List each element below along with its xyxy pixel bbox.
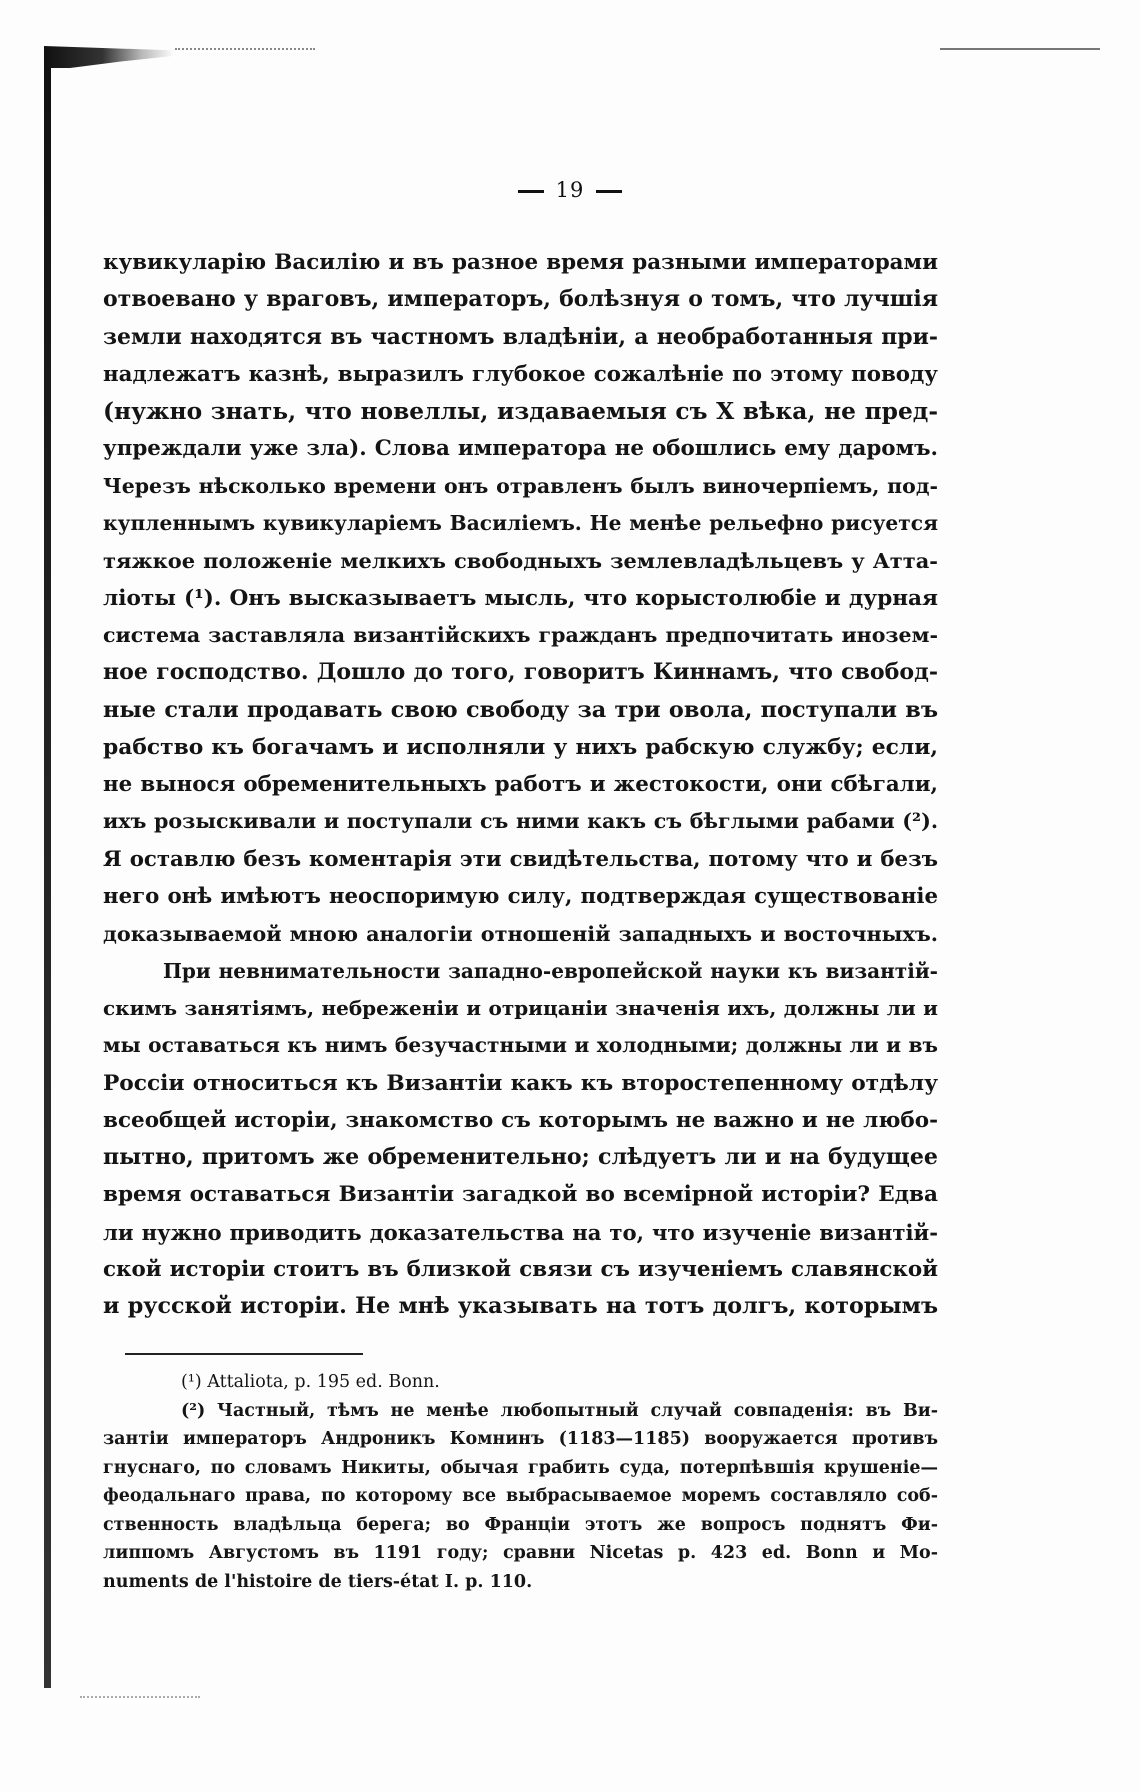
text-line: (нужно знать, что новеллы, издаваемыя съ X вѣка, не пред- bbox=[103, 398, 938, 426]
text-line: него онѣ имѣютъ неоспоримую силу, подтверждая существованіе bbox=[103, 884, 938, 910]
text-line: пытно, притомъ же обременительно; слѣдуетъ ли и на будущее bbox=[103, 1144, 938, 1171]
text-line: отвоевано у враговъ, императоръ, болѣзнуя о томъ, что лучшія bbox=[103, 286, 938, 313]
text-line: ли нужно приводить доказательства на то, что изученіе византій- bbox=[103, 1219, 938, 1245]
text-line: скимъ занятіямъ, небреженіи и отрицаніи значенія ихъ, должны ли и bbox=[103, 995, 938, 1020]
footnote-2-line: (²) Частный, тѣмъ не менѣе любопытный случай совпаденія: въ Ви- bbox=[181, 1400, 938, 1421]
footnote-divider bbox=[125, 1353, 363, 1355]
footnotes bbox=[103, 1368, 938, 1596]
text-line: система заставляла византійскихъ гражданъ предпочитать инозем- bbox=[103, 622, 938, 647]
text-line: время оставаться Византіи загадкой во всемірной исторіи? Едва bbox=[103, 1182, 938, 1208]
scan-top-rule bbox=[940, 48, 1100, 50]
footnote-2-line: феодальнаго права, по которому все выбрасываемое моремъ составляло соб- bbox=[103, 1486, 938, 1506]
text-line: надлежатъ казнѣ, выразилъ глубокое сожалѣніе по этому поводу bbox=[103, 361, 938, 387]
dash-right bbox=[596, 190, 622, 193]
footnote-2-line: зантіи императоръ Андроникъ Комнинъ (1183—1185) вооружается противъ bbox=[103, 1429, 938, 1449]
text-line: тяжкое положеніе мелкихъ свободныхъ землевладѣльцевъ у Атта- bbox=[103, 548, 938, 574]
text-line: ской исторіи стоитъ въ близкой связи съ изученіемъ славянской bbox=[103, 1257, 938, 1283]
text-line: ные стали продавать свою свободу за три овола, поступали въ bbox=[103, 696, 938, 723]
text-line: земли находятся въ частномъ владѣніи, а необработанныя при- bbox=[103, 323, 938, 350]
footnote-2-line: гнуснаго, по словамъ Никиты, обычая грабить суда, потерпѣвшія крушеніе— bbox=[103, 1457, 938, 1478]
text-line: рабство къ богачамъ и исполняли у нихъ рабскую службу; если, bbox=[103, 734, 938, 760]
page-number-value: 19 bbox=[555, 178, 585, 202]
text-line: купленнымъ кувикуларіемъ Василіемъ. Не менѣе рельефно рисуется bbox=[103, 511, 938, 536]
text-line: Россіи относиться къ Византіи какъ къ второстепенному отдѣлу bbox=[103, 1070, 938, 1096]
page-number bbox=[0, 178, 1140, 202]
footnote-2-line: numents de l'histoire de tiers-état I. p. 110. bbox=[103, 1571, 533, 1592]
text-line: Черезъ нѣсколько времени онъ отравленъ былъ виночерпіемъ, под- bbox=[103, 473, 938, 498]
text-line: При невнимательности западно-европейской науки къ византій- bbox=[163, 958, 938, 983]
text-line: всеобщей исторіи, знакомство съ которымъ не важно и не любо- bbox=[103, 1107, 938, 1133]
main-text bbox=[103, 244, 938, 1326]
text-line: упреждали уже зла). Слова императора не обошлись ему даромъ. bbox=[103, 436, 938, 462]
text-line: ліоты (¹). Онъ высказываетъ мысль, что корыстолюбіе и дурная bbox=[103, 585, 938, 611]
text-line: ное господство. Дошло до того, говоритъ Киннамъ, что свобод- bbox=[103, 659, 938, 686]
scan-corner-mark bbox=[44, 46, 174, 68]
footnote-1: (¹) Attaliota, p. 195 ed. Bonn. bbox=[181, 1372, 440, 1392]
text-line: Я оставлю безъ коментарія эти свидѣтельства, потому что и безъ bbox=[103, 846, 938, 872]
text-line: и русской исторіи. Не мнѣ указывать на тотъ долгъ, которымъ bbox=[103, 1293, 938, 1320]
scan-binding-edge bbox=[44, 48, 51, 1688]
text-line: ихъ розыскивали и поступали съ ними какъ съ бѣглыми рабами (²). bbox=[103, 809, 938, 834]
text-line: не вынося обременительныхъ работъ и жестокости, они сбѣгали, bbox=[103, 772, 938, 798]
dash-left bbox=[518, 190, 544, 193]
footnote-2-line: липпомъ Августомъ въ 1191 году; сравни Nicetas p. 423 ed. Bonn и Mo- bbox=[103, 1543, 938, 1563]
scan-dots bbox=[175, 48, 315, 54]
text-line: кувикуларію Василію и въ разное время разными императорами bbox=[103, 250, 938, 275]
scan-bottom-dots bbox=[80, 1696, 200, 1698]
footnote-2-line: ственность владѣльца берега; во Франціи этотъ же вопросъ поднятъ Фи- bbox=[103, 1514, 938, 1535]
text-line: мы оставаться къ нимъ безучастными и холодными; должны ли и въ bbox=[103, 1033, 938, 1058]
text-line: доказываемой мною аналогіи отношеній западныхъ и восточныхъ. bbox=[103, 921, 938, 947]
